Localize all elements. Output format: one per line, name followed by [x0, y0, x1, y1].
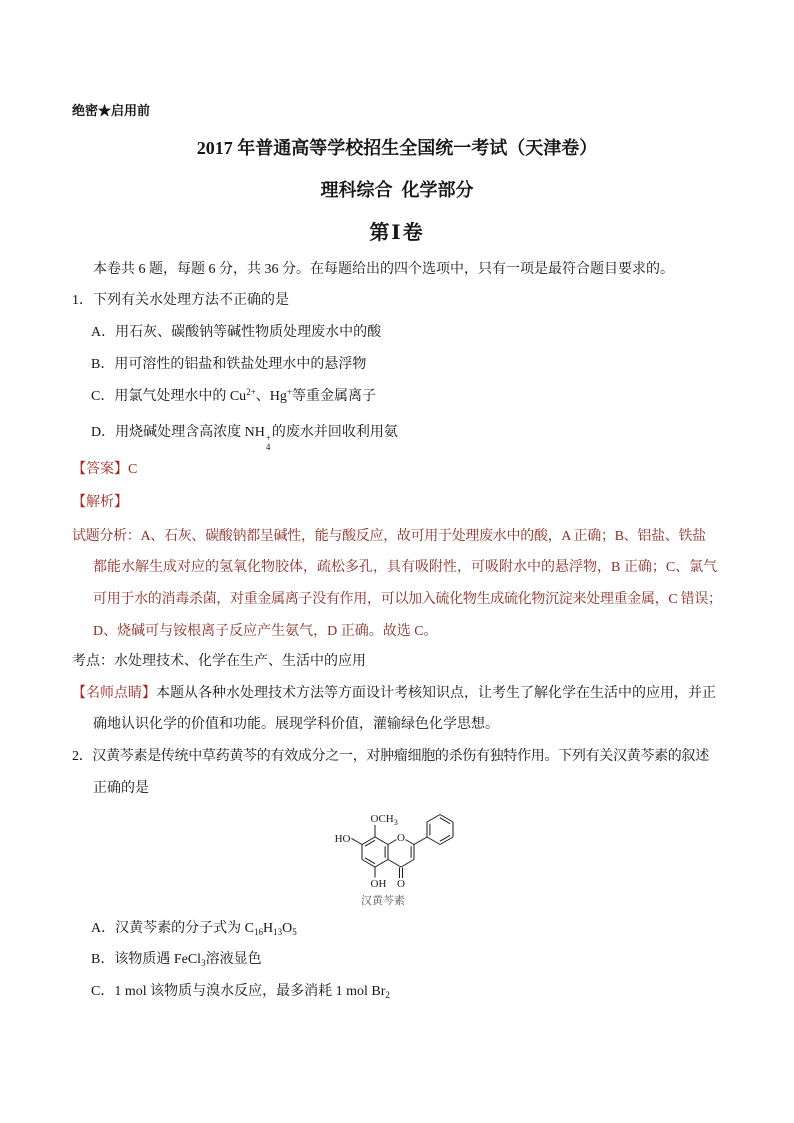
hydroxy-label-left: HO [334, 833, 351, 845]
bond [375, 860, 388, 868]
exam-title: 2017 年普通高等学校招生全国统一考试（天津卷） [196, 138, 598, 158]
methoxy-label-subscript: 3 [393, 818, 398, 827]
option-text: D．用烧碱处理含高浓度 NH [91, 425, 265, 440]
subscript-count: 4 [265, 442, 271, 452]
q1-stem: 1．下列有关水处理方法不正确的是 [72, 293, 289, 308]
teacher-tip-tag: 【名师点睛】 [72, 686, 156, 701]
bond [352, 838, 363, 844]
bond [375, 837, 388, 845]
methoxy-label-main: OCH [370, 813, 394, 825]
option-text: 、Hg [255, 389, 287, 404]
option-text: C．1 mol 该物质与溴水反应，最多消耗 1 mol Br [91, 984, 386, 999]
q2-option-b [91, 951, 262, 969]
teacher-tip-text: 本题从各种水处理技术方法等方面设计考核知识点，让考生了解化学在生活中的应用，并正 [156, 686, 716, 701]
bonds [352, 815, 454, 879]
q2-option-c [91, 983, 390, 1001]
option-text: 的废水并回收利用氨 [271, 425, 398, 440]
q1-option-b: B．用可溶性的铝盐和铁盐处理水中的悬浮物 [91, 357, 367, 372]
hydroxy-label-bottom: OH [370, 878, 387, 890]
teacher-tip-text: 确地认识化学的价值和功能。展现学科价值，灌输绿色化学思想。 [93, 717, 499, 732]
analysis-line: D、烧碱可与铵根离子反应产生氨气，D 正确。故选 C。 [93, 624, 438, 639]
option-text: O [282, 921, 293, 936]
option-text: 溶液显色 [205, 952, 262, 967]
bond [427, 815, 440, 823]
q1-option-d [91, 424, 398, 452]
bond [362, 860, 375, 868]
answer-tag: 【答案】 [72, 462, 128, 477]
q1-option-a: A．用石灰、碳酸钠等碱性物质处理废水中的酸 [91, 325, 382, 340]
bond [440, 837, 453, 845]
bond [427, 837, 440, 845]
bond-inner [365, 840, 375, 846]
teacher-tip-line [72, 685, 716, 703]
bond [440, 815, 453, 823]
bond-inner [440, 835, 450, 841]
bond-inner [365, 858, 375, 864]
superscript-charge: + [265, 433, 271, 443]
bond [388, 860, 401, 868]
ring-oxygen-label: O [397, 832, 405, 844]
ammonium-index-stack [266, 434, 271, 452]
option-text: 等重金属离子 [291, 389, 376, 404]
exam-subtitle: 理科综合 化学部分 [320, 180, 474, 200]
bond [414, 837, 427, 845]
option-text: B．该物质遇 FeCl [91, 952, 202, 967]
analysis-line: 试题分析：A、石灰、碳酸钠都呈碱性，能与酸反应，故可用于处理废水中的酸，A 正确；B、铝盐、铁盐 [72, 529, 706, 544]
subscript-count: 2 [385, 990, 390, 1000]
carbonyl-oxygen-label: O [397, 878, 405, 890]
subscript-count: 3 [201, 958, 206, 968]
answer-line [72, 461, 137, 479]
bond [362, 837, 375, 845]
wogonin-structure [330, 805, 465, 895]
analysis-line: 都能水解生成对应的氢氧化物胶体，疏松多孔，具有吸附性，可吸附水中的悬浮物，B 正确；C、氯气 [93, 560, 718, 575]
bond [401, 860, 414, 868]
superscript-charge: + [286, 387, 292, 397]
q2-stem-continued: 正确的是 [93, 781, 149, 796]
q1-option-c [91, 388, 376, 406]
superscript-charge: 2+ [246, 387, 256, 397]
bond-inner [440, 818, 450, 824]
q2-option-a [91, 920, 297, 938]
figure-caption: 汉黄芩素 [361, 895, 405, 907]
answer-value: C [128, 462, 138, 477]
analysis-tag: 【解析】 [72, 495, 128, 510]
q2-stem: 2．汉黄芩素是传统中草药黄芩的有效成分之一，对肿瘤细胞的杀伤有独特作用。下列有关汉黄芩素的叙述 [72, 749, 709, 764]
subscript-count: 13 [273, 927, 283, 937]
methoxy-label [371, 813, 398, 827]
option-text: C．用氯气处理水中的 Cu [91, 389, 247, 404]
option-text: A．汉黄芩素的分子式为 C [91, 921, 254, 936]
subscript-count: 16 [253, 927, 263, 937]
option-text: H [262, 921, 274, 936]
instructions: 本卷共 6 题，每题 6 分，共 36 分。在每题给出的四个选项中，只有一项是最符合题目要求的。 [93, 262, 674, 277]
subscript-count: 5 [292, 927, 297, 937]
analysis-line: 可用于水的消毒杀菌，对重金属离子没有作用，可以加入硫化物生成硫化物沉淀来处理重金属，C 错误； [93, 592, 722, 607]
confidential-mark: 绝密★启用前 [72, 103, 151, 118]
volume-heading: 第Ⅰ卷 [369, 222, 425, 244]
knowledge-point: 考点：水处理技术、化学在生产、生活中的应用 [72, 654, 366, 669]
